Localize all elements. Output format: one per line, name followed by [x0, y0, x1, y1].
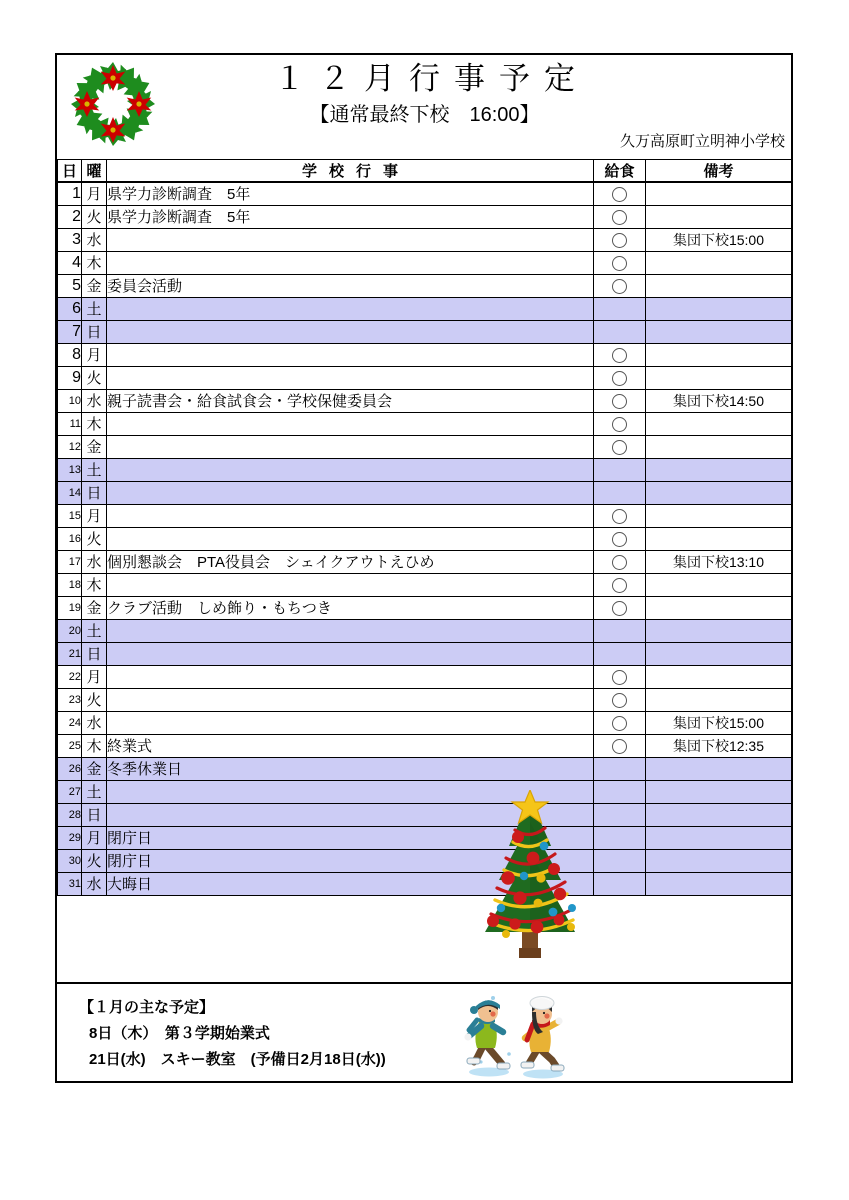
- lunch-circle-icon: [612, 716, 627, 731]
- cell-day-of-week: 日: [82, 481, 107, 504]
- table-row: [58, 458, 792, 481]
- lunch-circle-icon: [612, 578, 627, 593]
- cell-event: [107, 642, 594, 665]
- masthead: [57, 55, 791, 159]
- cell-remark: 集団下校14:50: [646, 389, 792, 412]
- cell-lunch: [594, 665, 646, 688]
- cell-event: [107, 504, 594, 527]
- cell-remark: [646, 366, 792, 389]
- cell-day: 19: [58, 596, 82, 619]
- january-plan-line-1: 8日（木） 第３学期始業式: [89, 1025, 270, 1042]
- cell-event: クラブ活動 しめ飾り・もちつき: [107, 596, 594, 619]
- cell-remark: [646, 688, 792, 711]
- cell-remark: [646, 642, 792, 665]
- cell-lunch: [594, 826, 646, 849]
- lunch-circle-icon: [612, 187, 627, 202]
- header-lunch: 給食: [594, 160, 646, 183]
- cell-day-of-week: 月: [82, 182, 107, 205]
- cell-remark: [646, 826, 792, 849]
- cell-remark: [646, 803, 792, 826]
- cell-remark: [646, 573, 792, 596]
- cell-day: 18: [58, 573, 82, 596]
- header-day: 日: [58, 160, 82, 183]
- cell-event: [107, 527, 594, 550]
- cell-event: 県学力診断調査 5年: [107, 182, 594, 205]
- page-subtitle: 【通常最終下校 16:00】: [309, 104, 540, 126]
- table-row: [58, 182, 792, 205]
- cell-event: [107, 711, 594, 734]
- cell-day: 17: [58, 550, 82, 573]
- cell-day: 9: [58, 366, 82, 389]
- cell-day: 4: [58, 251, 82, 274]
- lunch-circle-icon: [612, 555, 627, 570]
- cell-event: [107, 688, 594, 711]
- lunch-circle-icon: [612, 394, 627, 409]
- cell-lunch: [594, 297, 646, 320]
- cell-day-of-week: 日: [82, 642, 107, 665]
- cell-day-of-week: 土: [82, 458, 107, 481]
- cell-event: 親子読書会・給食試食会・学校保健委員会: [107, 389, 594, 412]
- lunch-circle-icon: [612, 670, 627, 685]
- cell-day-of-week: 木: [82, 251, 107, 274]
- cell-day-of-week: 金: [82, 757, 107, 780]
- cell-day: 20: [58, 619, 82, 642]
- cell-lunch: [594, 205, 646, 228]
- cell-lunch: [594, 872, 646, 895]
- table-row: [58, 435, 792, 458]
- cell-event: [107, 803, 594, 826]
- cell-event: 個別懇談会 PTA役員会 シェイクアウトえひめ: [107, 550, 594, 573]
- cell-day-of-week: 水: [82, 389, 107, 412]
- cell-remark: [646, 182, 792, 205]
- table-row: [58, 688, 792, 711]
- cell-event: [107, 458, 594, 481]
- cell-event: [107, 573, 594, 596]
- cell-lunch: [594, 711, 646, 734]
- cell-day-of-week: 水: [82, 228, 107, 251]
- cell-event: [107, 481, 594, 504]
- cell-day: 31: [58, 872, 82, 895]
- cell-lunch: [594, 573, 646, 596]
- cell-lunch: [594, 343, 646, 366]
- cell-event: [107, 435, 594, 458]
- cell-remark: [646, 665, 792, 688]
- cell-lunch: [594, 527, 646, 550]
- cell-remark: [646, 205, 792, 228]
- cell-event: [107, 366, 594, 389]
- cell-lunch: [594, 481, 646, 504]
- lunch-circle-icon: [612, 279, 627, 294]
- cell-remark: [646, 274, 792, 297]
- lunch-circle-icon: [612, 348, 627, 363]
- lunch-circle-icon: [612, 739, 627, 754]
- cell-lunch: [594, 780, 646, 803]
- cell-event: 委員会活動: [107, 274, 594, 297]
- table-row: [58, 826, 792, 849]
- cell-day-of-week: 日: [82, 803, 107, 826]
- cell-day-of-week: 月: [82, 504, 107, 527]
- cell-lunch: [594, 435, 646, 458]
- cell-lunch: [594, 251, 646, 274]
- cell-event: [107, 320, 594, 343]
- table-row: [58, 849, 792, 872]
- table-row: [58, 481, 792, 504]
- cell-day-of-week: 月: [82, 826, 107, 849]
- cell-day-of-week: 土: [82, 780, 107, 803]
- table-row: [58, 780, 792, 803]
- cell-day: 3: [58, 228, 82, 251]
- cell-remark: [646, 412, 792, 435]
- table-row: [58, 274, 792, 297]
- cell-event: [107, 228, 594, 251]
- cell-day-of-week: 金: [82, 596, 107, 619]
- cell-remark: [646, 504, 792, 527]
- cell-day: 13: [58, 458, 82, 481]
- cell-day: 30: [58, 849, 82, 872]
- table-row: [58, 297, 792, 320]
- cell-day: 16: [58, 527, 82, 550]
- cell-remark: [646, 619, 792, 642]
- table-row: [58, 412, 792, 435]
- table-row: [58, 665, 792, 688]
- table-row: [58, 343, 792, 366]
- lunch-circle-icon: [612, 256, 627, 271]
- cell-lunch: [594, 366, 646, 389]
- lunch-circle-icon: [612, 233, 627, 248]
- cell-remark: 集団下校15:00: [646, 711, 792, 734]
- cell-remark: [646, 527, 792, 550]
- header-remark: 備考: [646, 160, 792, 183]
- cell-day: 21: [58, 642, 82, 665]
- table-row: [58, 228, 792, 251]
- january-plan-text: [79, 995, 386, 1073]
- cell-day: 10: [58, 389, 82, 412]
- table-row: [58, 205, 792, 228]
- cell-day-of-week: 水: [82, 550, 107, 573]
- cell-event: 閉庁日: [107, 849, 594, 872]
- table-row: [58, 320, 792, 343]
- cell-lunch: [594, 182, 646, 205]
- cell-event: [107, 251, 594, 274]
- cell-day-of-week: 木: [82, 412, 107, 435]
- footer-notes: [57, 982, 791, 1081]
- cell-day: 14: [58, 481, 82, 504]
- cell-day: 28: [58, 803, 82, 826]
- cell-event: [107, 780, 594, 803]
- january-plan-heading: 【１月の主な予定】: [79, 999, 215, 1016]
- cell-lunch: [594, 642, 646, 665]
- cell-event: [107, 665, 594, 688]
- cell-day: 2: [58, 205, 82, 228]
- cell-day: 11: [58, 412, 82, 435]
- table-row: [58, 711, 792, 734]
- cell-day-of-week: 金: [82, 274, 107, 297]
- cell-day-of-week: 木: [82, 573, 107, 596]
- cell-day: 1: [58, 182, 82, 205]
- lunch-circle-icon: [612, 601, 627, 616]
- cell-day: 24: [58, 711, 82, 734]
- cell-day: 6: [58, 297, 82, 320]
- cell-event: [107, 412, 594, 435]
- header-dow: 曜: [82, 160, 107, 183]
- cell-day-of-week: 火: [82, 527, 107, 550]
- cell-event: 閉庁日: [107, 826, 594, 849]
- cell-lunch: [594, 550, 646, 573]
- cell-day-of-week: 火: [82, 205, 107, 228]
- cell-lunch: [594, 504, 646, 527]
- table-row: [58, 803, 792, 826]
- table-row: [58, 734, 792, 757]
- cell-event: [107, 343, 594, 366]
- table-row: [58, 251, 792, 274]
- cell-day-of-week: 火: [82, 688, 107, 711]
- cell-lunch: [594, 596, 646, 619]
- cell-lunch: [594, 412, 646, 435]
- lunch-circle-icon: [612, 371, 627, 386]
- cell-remark: [646, 872, 792, 895]
- table-row: [58, 596, 792, 619]
- january-plan-line-2: 21日(水) スキー教室 (予備日2月18日(水)): [89, 1051, 386, 1068]
- cell-remark: [646, 780, 792, 803]
- cell-day-of-week: 木: [82, 734, 107, 757]
- schedule-table-body: [58, 182, 792, 895]
- lunch-circle-icon: [612, 210, 627, 225]
- cell-day: 7: [58, 320, 82, 343]
- ice-skating-children-icon: [457, 992, 575, 1080]
- cell-day-of-week: 月: [82, 343, 107, 366]
- cell-remark: 集団下校12:35: [646, 734, 792, 757]
- table-row: [58, 389, 792, 412]
- table-row: [58, 757, 792, 780]
- cell-day-of-week: 水: [82, 872, 107, 895]
- table-row: [58, 550, 792, 573]
- cell-remark: [646, 320, 792, 343]
- cell-day: 22: [58, 665, 82, 688]
- cell-lunch: [594, 849, 646, 872]
- cell-lunch: [594, 734, 646, 757]
- cell-event: [107, 619, 594, 642]
- cell-day: 23: [58, 688, 82, 711]
- cell-day-of-week: 水: [82, 711, 107, 734]
- table-row: [58, 366, 792, 389]
- cell-remark: [646, 849, 792, 872]
- lunch-circle-icon: [612, 440, 627, 455]
- table-row: [58, 619, 792, 642]
- cell-remark: [646, 435, 792, 458]
- cell-lunch: [594, 757, 646, 780]
- cell-day-of-week: 火: [82, 366, 107, 389]
- cell-remark: 集団下校13:10: [646, 550, 792, 573]
- cell-remark: [646, 297, 792, 320]
- cell-day: 8: [58, 343, 82, 366]
- lunch-circle-icon: [612, 417, 627, 432]
- cell-lunch: [594, 458, 646, 481]
- cell-lunch: [594, 274, 646, 297]
- lunch-circle-icon: [612, 693, 627, 708]
- table-row: [58, 504, 792, 527]
- cell-event: 冬季休業日: [107, 757, 594, 780]
- header-event: 学校行事: [107, 160, 594, 183]
- cell-day: 12: [58, 435, 82, 458]
- table-row: [58, 573, 792, 596]
- page-title: １２月行事予定: [274, 61, 589, 96]
- cell-day-of-week: 金: [82, 435, 107, 458]
- cell-remark: [646, 757, 792, 780]
- cell-day: 5: [58, 274, 82, 297]
- cell-remark: [646, 251, 792, 274]
- cell-remark: [646, 343, 792, 366]
- table-header-row: [58, 160, 792, 183]
- cell-remark: [646, 481, 792, 504]
- lunch-circle-icon: [612, 532, 627, 547]
- cell-event: [107, 297, 594, 320]
- cell-day: 29: [58, 826, 82, 849]
- lunch-circle-icon: [612, 509, 627, 524]
- cell-day: 25: [58, 734, 82, 757]
- calendar-sheet: [55, 53, 793, 1083]
- cell-event: 県学力診断調査 5年: [107, 205, 594, 228]
- cell-lunch: [594, 619, 646, 642]
- table-row: [58, 527, 792, 550]
- cell-remark: [646, 458, 792, 481]
- cell-day-of-week: 月: [82, 665, 107, 688]
- cell-day: 27: [58, 780, 82, 803]
- cell-day-of-week: 日: [82, 320, 107, 343]
- cell-day: 15: [58, 504, 82, 527]
- table-row: [58, 642, 792, 665]
- christmas-wreath-icon: [67, 58, 159, 150]
- cell-day-of-week: 土: [82, 297, 107, 320]
- cell-event: 終業式: [107, 734, 594, 757]
- cell-lunch: [594, 803, 646, 826]
- schedule-table: [57, 159, 792, 896]
- table-row: [58, 872, 792, 895]
- cell-remark: 集団下校15:00: [646, 228, 792, 251]
- cell-lunch: [594, 688, 646, 711]
- cell-day-of-week: 火: [82, 849, 107, 872]
- cell-lunch: [594, 389, 646, 412]
- cell-lunch: [594, 228, 646, 251]
- school-name: 久万高原町立明神小学校: [619, 133, 785, 150]
- cell-event: 大晦日: [107, 872, 594, 895]
- cell-lunch: [594, 320, 646, 343]
- cell-remark: [646, 596, 792, 619]
- cell-day-of-week: 土: [82, 619, 107, 642]
- cell-day: 26: [58, 757, 82, 780]
